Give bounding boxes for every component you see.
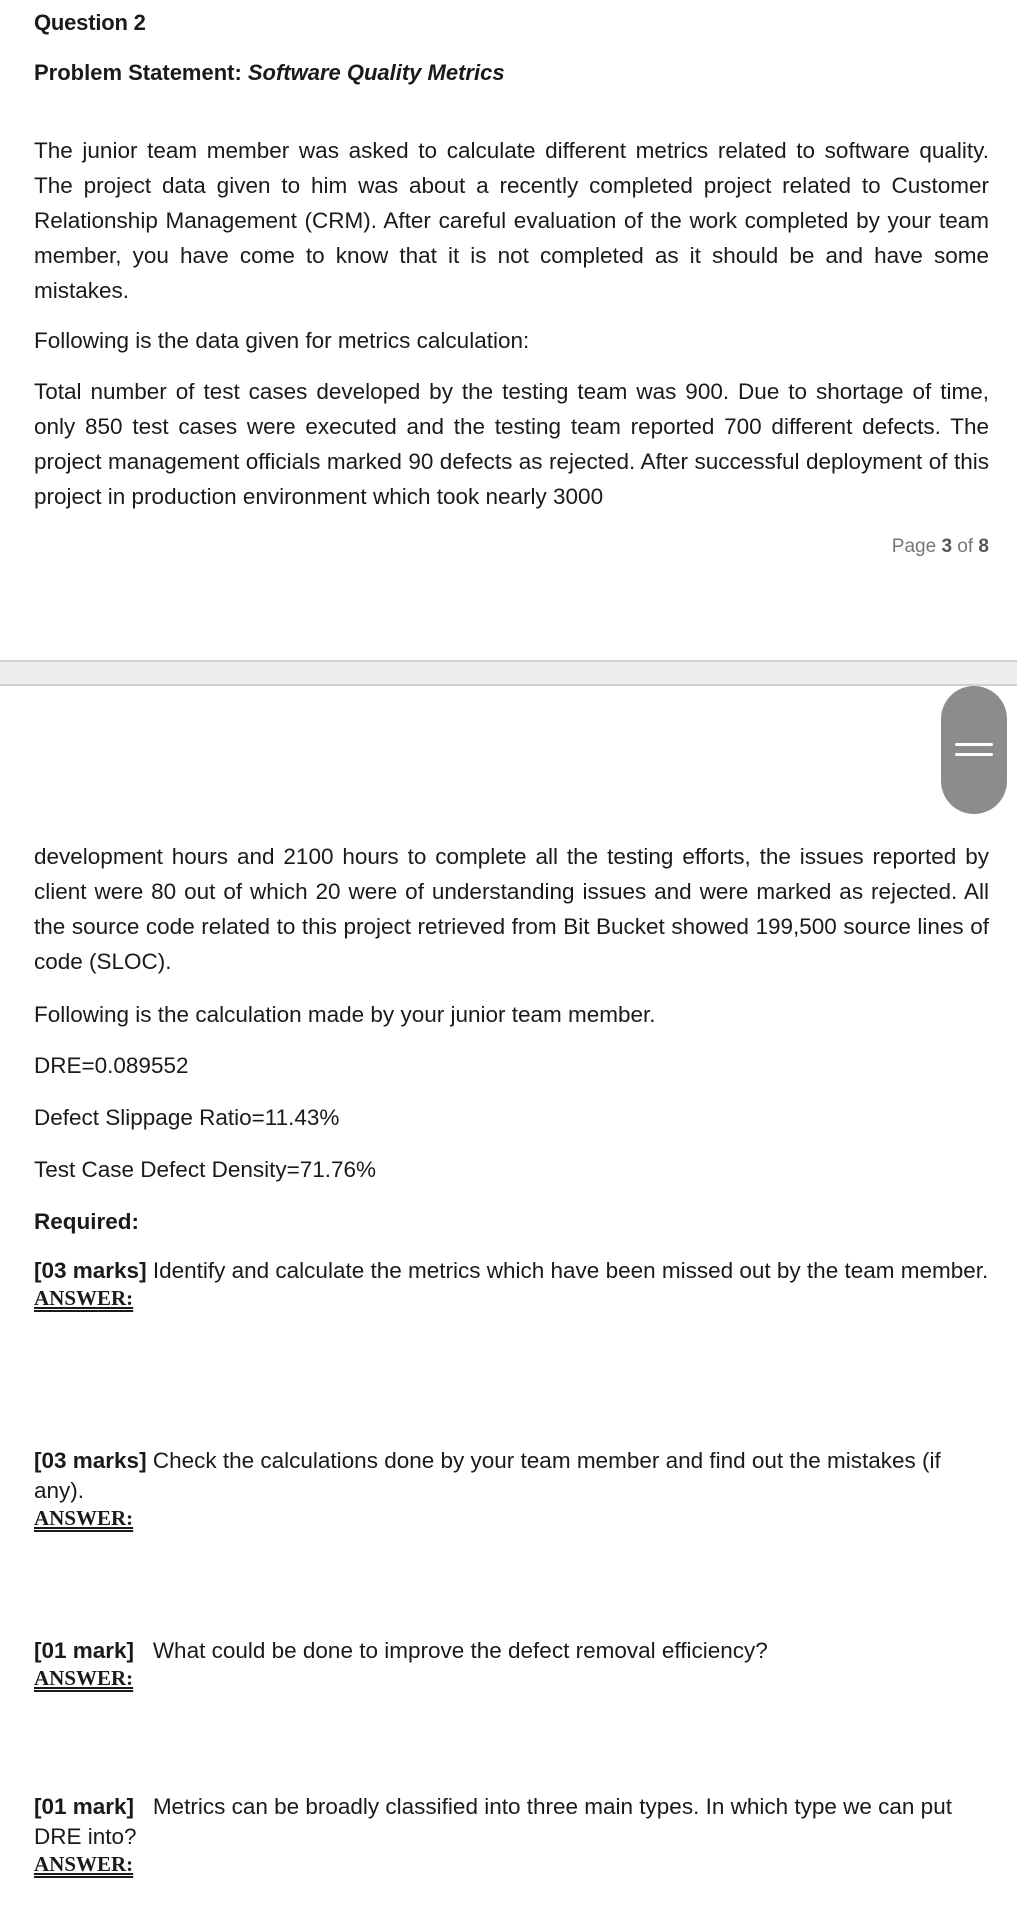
problem-statement-label: Problem Statement: [34, 60, 242, 85]
answer-label: ANSWER: [34, 1666, 134, 1690]
page-separator [0, 660, 1017, 686]
question-item-3 [34, 1636, 989, 1690]
document-page-3 [0, 0, 1017, 660]
question-item-2 [34, 1446, 989, 1530]
project-data-continued: development hours and 2100 hours to complete all the testing efforts, the issues reported by client were 80 out of which 20 were of understanding issues and were marked as rejected. All the source code related to this project retrieved from Bit Bucket showed 199,500 source lines of code (SLOC). [34, 844, 989, 974]
required-heading: Required: [34, 1209, 140, 1234]
marks-label: [03 marks] [34, 1258, 147, 1283]
question-text: [01 mark] Metrics can be broadly classified into three main types. In which type we can put DRE into? [34, 1794, 959, 1849]
calculation-intro: Following is the calculation made by your junior team member. [34, 1002, 656, 1027]
project-data-paragraph: Total number of test cases developed by the testing team was 900. Due to shortage of time, only 850 test cases were executed and the testing team reported 700 different defects. The project management officials marked 90 defects as rejected. After successful deployment of this project in production environment which took nearly 3000 [34, 379, 989, 509]
page-number: Page 3 of 8 [891, 536, 989, 557]
marks-label: [03 marks] [34, 1448, 147, 1473]
answer-label: ANSWER: [34, 1852, 134, 1876]
problem-statement [34, 60, 989, 86]
problem-statement-value: Software Quality Metrics [247, 60, 505, 85]
question-title: Question 2 [34, 10, 146, 35]
defect-slippage-ratio: Defect Slippage Ratio=11.43% [34, 1105, 340, 1130]
answer-label: ANSWER: [34, 1506, 134, 1530]
test-case-defect-density: Test Case Defect Density=71.76% [34, 1157, 377, 1182]
question-text: [01 mark] What could be done to improve the defect removal efficiency? [34, 1638, 768, 1663]
document-page-4 [0, 686, 1017, 1920]
question-item-4 [34, 1792, 989, 1876]
question-text: [03 marks] Identify and calculate the metrics which have been missed out by the team member. [34, 1258, 989, 1283]
question-item-1 [34, 1256, 989, 1310]
intro-paragraph: The junior team member was asked to calculate different metrics related to software quality. The project data given to him was about a recently completed project related to Customer Relationship Management (CRM). After careful evaluation of the work completed by your team member, you have come to know that it is not completed as it should be and have some mistakes. [34, 138, 989, 303]
marks-label: [01 mark] [34, 1638, 135, 1663]
data-intro-line: Following is the data given for metrics calculation: [34, 328, 530, 353]
answer-label: ANSWER: [34, 1286, 134, 1310]
question-text: [03 marks] Check the calculations done by your team member and find out the mistakes (if any). [34, 1448, 941, 1503]
dre-value: DRE=0.089552 [34, 1053, 189, 1078]
marks-label: [01 mark] [34, 1794, 135, 1819]
